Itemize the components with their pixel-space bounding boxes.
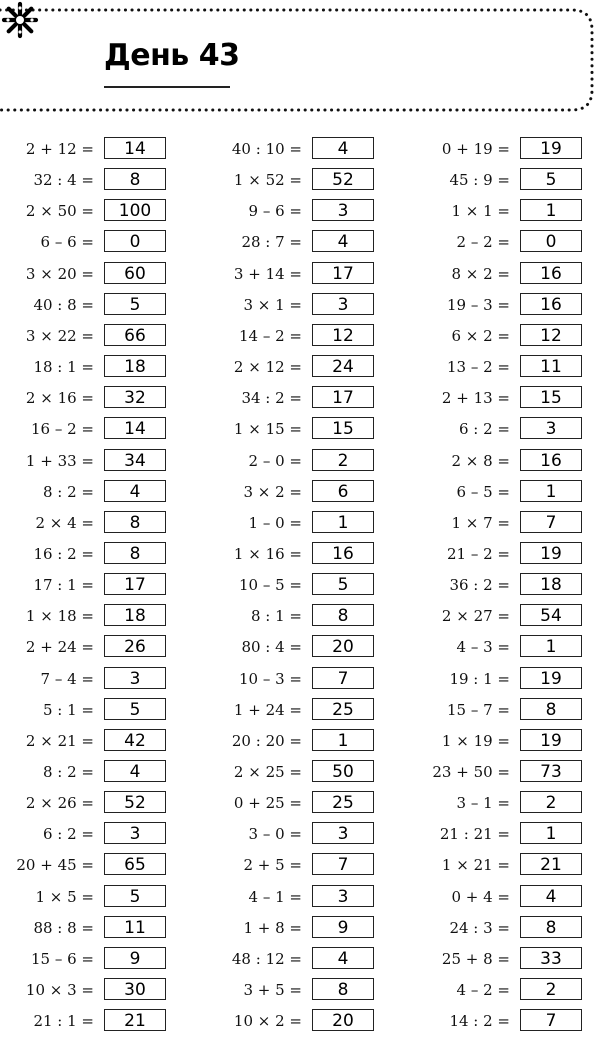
answer-box[interactable]: 3: [104, 667, 166, 689]
exercise-row: [0, 137, 600, 161]
answer-box[interactable]: 7: [520, 511, 582, 533]
exercise-expression: 2 × 21 =: [25, 732, 94, 750]
exercise-expression: 34 : 2 =: [241, 389, 302, 407]
answer-box[interactable]: 8: [104, 511, 166, 533]
exercise-expression: 6 × 2 =: [451, 327, 510, 345]
exercise-expression: 1 + 33 =: [25, 452, 94, 470]
exercise-row: [0, 355, 600, 379]
answer-box[interactable]: 3: [312, 293, 374, 315]
answer-box[interactable]: 8: [520, 916, 582, 938]
answer-box[interactable]: 4: [104, 480, 166, 502]
exercise-row: [0, 916, 600, 940]
exercise-expression: 3 × 20 =: [25, 265, 94, 283]
answer-box[interactable]: 8: [104, 542, 166, 564]
answer-box[interactable]: 15: [312, 417, 374, 439]
exercise-expression: 21 : 1 =: [33, 1012, 94, 1030]
exercise-row: [0, 386, 600, 410]
answer-box[interactable]: 5: [104, 293, 166, 315]
exercise-row: [0, 822, 600, 846]
exercise-expression: 2 × 16 =: [25, 389, 94, 407]
exercise-expression: 2 + 24 =: [25, 638, 94, 656]
answer-box[interactable]: 3: [312, 885, 374, 907]
exercise-expression: 36 : 2 =: [449, 576, 510, 594]
exercise-expression: 3 – 1 =: [456, 794, 510, 812]
exercise-expression: 5 : 1 =: [42, 701, 94, 719]
snowflake-asterisk-icon: [0, 0, 40, 40]
answer-box[interactable]: 14: [104, 417, 166, 439]
answer-box[interactable]: 12: [312, 324, 374, 346]
answer-box[interactable]: 5: [520, 168, 582, 190]
answer-box[interactable]: 25: [312, 791, 374, 813]
exercise-expression: 8 : 2 =: [42, 483, 94, 501]
exercise-expression: 40 : 8 =: [33, 296, 94, 314]
exercise-expression: 14 : 2 =: [449, 1012, 510, 1030]
exercise-expression: 1 × 19 =: [441, 732, 510, 750]
title-underline: [104, 86, 230, 88]
exercise-expression: 45 : 9 =: [449, 171, 510, 189]
answer-box[interactable]: 0: [104, 230, 166, 252]
answer-box[interactable]: 19: [520, 729, 582, 751]
exercise-expression: 1 × 5 =: [35, 888, 94, 906]
answer-box[interactable]: 17: [312, 262, 374, 284]
answer-box[interactable]: 6: [312, 480, 374, 502]
exercise-row: [0, 230, 600, 254]
answer-box[interactable]: 16: [312, 542, 374, 564]
exercise-expression: 48 : 12 =: [231, 950, 302, 968]
exercise-expression: 4 – 3 =: [456, 638, 510, 656]
answer-box[interactable]: 4: [312, 947, 374, 969]
answer-box[interactable]: 16: [520, 262, 582, 284]
answer-box[interactable]: 21: [520, 853, 582, 875]
exercise-expression: 2 + 13 =: [441, 389, 510, 407]
exercise-row: [0, 293, 600, 317]
exercise-row: [0, 168, 600, 192]
exercise-expression: 2 × 25 =: [233, 763, 302, 781]
exercise-expression: 10 × 3 =: [25, 981, 94, 999]
exercise-expression: 2 + 5 =: [243, 856, 302, 874]
exercise-row: [0, 635, 600, 659]
exercise-expression: 6 – 6 =: [40, 233, 94, 251]
exercise-expression: 1 × 7 =: [451, 514, 510, 532]
exercise-expression: 10 × 2 =: [233, 1012, 302, 1030]
exercise-row: [0, 947, 600, 971]
answer-box[interactable]: 33: [520, 947, 582, 969]
exercise-expression: 2 × 4 =: [35, 514, 94, 532]
exercise-expression: 3 × 22 =: [25, 327, 94, 345]
exercise-expression: 6 : 2 =: [458, 420, 510, 438]
answer-box[interactable]: 8: [104, 168, 166, 190]
exercise-expression: 16 : 2 =: [33, 545, 94, 563]
exercise-row: [0, 760, 600, 784]
answer-box[interactable]: 19: [520, 137, 582, 159]
answer-box[interactable]: 16: [520, 293, 582, 315]
answer-box[interactable]: 20: [312, 1009, 374, 1031]
exercise-row: [0, 698, 600, 722]
answer-box[interactable]: 52: [312, 168, 374, 190]
exercise-expression: 14 – 2 =: [238, 327, 302, 345]
answer-box[interactable]: 0: [520, 230, 582, 252]
exercise-expression: 0 + 19 =: [441, 140, 510, 158]
answer-box[interactable]: 54: [520, 604, 582, 626]
answer-box[interactable]: 18: [520, 573, 582, 595]
exercise-expression: 19 – 3 =: [446, 296, 510, 314]
answer-box[interactable]: 66: [104, 324, 166, 346]
exercise-expression: 6 : 2 =: [42, 825, 94, 843]
page-title: День 43: [104, 38, 240, 73]
answer-box[interactable]: 2: [520, 791, 582, 813]
answer-box[interactable]: 25: [312, 698, 374, 720]
answer-box[interactable]: 2: [312, 449, 374, 471]
answer-box[interactable]: 20: [312, 635, 374, 657]
exercise-expression: 8 × 2 =: [451, 265, 510, 283]
answer-box[interactable]: 18: [104, 604, 166, 626]
answer-box[interactable]: 11: [520, 355, 582, 377]
exercise-expression: 6 – 5 =: [456, 483, 510, 501]
answer-box[interactable]: 19: [520, 542, 582, 564]
exercise-expression: 3 × 1 =: [243, 296, 302, 314]
answer-box[interactable]: 1: [520, 635, 582, 657]
answer-box[interactable]: 8: [520, 698, 582, 720]
exercise-expression: 2 – 0 =: [248, 452, 302, 470]
answer-box[interactable]: 73: [520, 760, 582, 782]
exercise-row: [0, 324, 600, 348]
answer-box[interactable]: 4: [520, 885, 582, 907]
exercise-expression: 0 + 25 =: [233, 794, 302, 812]
answer-box[interactable]: 34: [104, 449, 166, 471]
exercise-row: [0, 791, 600, 815]
exercise-expression: 19 : 1 =: [449, 670, 510, 688]
answer-box[interactable]: 30: [104, 978, 166, 1000]
exercise-expression: 9 – 6 =: [248, 202, 302, 220]
exercise-expression: 1 × 18 =: [25, 607, 94, 625]
answer-box[interactable]: 8: [312, 978, 374, 1000]
answer-box[interactable]: 1: [520, 199, 582, 221]
answer-box[interactable]: 26: [104, 635, 166, 657]
exercise-expression: 20 + 45 =: [16, 856, 94, 874]
exercise-row: [0, 978, 600, 1002]
exercise-expression: 13 – 2 =: [446, 358, 510, 376]
exercise-expression: 2 × 50 =: [25, 202, 94, 220]
answer-box[interactable]: 17: [312, 386, 374, 408]
exercise-expression: 24 : 3 =: [449, 919, 510, 937]
page-header: [0, 0, 600, 122]
exercise-expression: 2 + 12 =: [25, 140, 94, 158]
answer-box[interactable]: 60: [104, 262, 166, 284]
answer-box[interactable]: 21: [104, 1009, 166, 1031]
exercise-expression: 23 + 50 =: [432, 763, 510, 781]
exercise-row: [0, 729, 600, 753]
exercise-expression: 4 – 2 =: [456, 981, 510, 999]
exercise-row: [0, 480, 600, 504]
answer-box[interactable]: 14: [104, 137, 166, 159]
answer-box[interactable]: 9: [104, 947, 166, 969]
exercise-expression: 32 : 4 =: [33, 171, 94, 189]
exercise-row: [0, 1009, 600, 1033]
exercise-expression: 15 – 7 =: [446, 701, 510, 719]
exercise-expression: 7 – 4 =: [40, 670, 94, 688]
exercise-expression: 2 × 26 =: [25, 794, 94, 812]
exercise-expression: 10 – 3 =: [238, 670, 302, 688]
answer-box[interactable]: 1: [520, 480, 582, 502]
exercise-expression: 3 + 14 =: [233, 265, 302, 283]
answer-box[interactable]: 5: [312, 573, 374, 595]
exercise-expression: 15 – 6 =: [30, 950, 94, 968]
exercise-expression: 21 – 2 =: [446, 545, 510, 563]
exercise-expression: 3 – 0 =: [248, 825, 302, 843]
exercise-row: [0, 667, 600, 691]
exercise-expression: 1 + 24 =: [233, 701, 302, 719]
exercise-expression: 2 × 8 =: [451, 452, 510, 470]
answer-box[interactable]: 4: [104, 760, 166, 782]
exercise-expression: 88 : 8 =: [33, 919, 94, 937]
exercise-row: [0, 542, 600, 566]
exercise-expression: 17 : 1 =: [33, 576, 94, 594]
exercise-expression: 8 : 1 =: [250, 607, 302, 625]
answer-box[interactable]: 3: [104, 822, 166, 844]
exercise-expression: 1 × 52 =: [233, 171, 302, 189]
exercise-expression: 2 × 12 =: [233, 358, 302, 376]
answer-box[interactable]: 42: [104, 729, 166, 751]
exercise-row: [0, 417, 600, 441]
answer-box[interactable]: 24: [312, 355, 374, 377]
answer-box[interactable]: 3: [312, 199, 374, 221]
answer-box[interactable]: 19: [520, 667, 582, 689]
exercise-expression: 18 : 1 =: [33, 358, 94, 376]
exercise-expression: 1 – 0 =: [248, 514, 302, 532]
answer-box[interactable]: 3: [312, 822, 374, 844]
answer-box[interactable]: 100: [104, 199, 166, 221]
answer-box[interactable]: 15: [520, 386, 582, 408]
exercise-expression: 40 : 10 =: [231, 140, 302, 158]
exercise-row: [0, 573, 600, 597]
answer-box[interactable]: 7: [520, 1009, 582, 1031]
answer-box[interactable]: 50: [312, 760, 374, 782]
answer-box[interactable]: 17: [104, 573, 166, 595]
answer-box[interactable]: 5: [104, 885, 166, 907]
answer-box[interactable]: 3: [520, 417, 582, 439]
exercise-expression: 80 : 4 =: [241, 638, 302, 656]
exercise-expression: 4 – 1 =: [248, 888, 302, 906]
exercise-row: [0, 604, 600, 628]
answer-box[interactable]: 5: [104, 698, 166, 720]
answer-box[interactable]: 11: [104, 916, 166, 938]
exercise-expression: 8 : 2 =: [42, 763, 94, 781]
answer-box[interactable]: 52: [104, 791, 166, 813]
answer-box[interactable]: 12: [520, 324, 582, 346]
answer-box[interactable]: 8: [312, 604, 374, 626]
answer-box[interactable]: 4: [312, 137, 374, 159]
exercise-expression: 28 : 7 =: [241, 233, 302, 251]
answer-box[interactable]: 1: [520, 822, 582, 844]
answer-box[interactable]: 1: [312, 511, 374, 533]
exercise-row: [0, 262, 600, 286]
exercise-expression: 1 × 15 =: [233, 420, 302, 438]
exercise-expression: 3 × 2 =: [243, 483, 302, 501]
exercise-row: [0, 449, 600, 473]
exercise-row: [0, 511, 600, 535]
exercise-expression: 20 : 20 =: [231, 732, 302, 750]
exercise-row: [0, 199, 600, 223]
exercise-expression: 0 + 4 =: [451, 888, 510, 906]
exercise-expression: 1 × 16 =: [233, 545, 302, 563]
answer-box[interactable]: 2: [520, 978, 582, 1000]
answer-box[interactable]: 4: [312, 230, 374, 252]
answer-box[interactable]: 1: [312, 729, 374, 751]
exercise-expression: 16 – 2 =: [30, 420, 94, 438]
answer-box[interactable]: 65: [104, 853, 166, 875]
exercise-expression: 2 – 2 =: [456, 233, 510, 251]
exercise-expression: 1 × 1 =: [451, 202, 510, 220]
answer-box[interactable]: 16: [520, 449, 582, 471]
answer-box[interactable]: 18: [104, 355, 166, 377]
exercise-expression: 25 + 8 =: [441, 950, 510, 968]
header-dotted-border: [0, 0, 600, 122]
answer-box[interactable]: 7: [312, 853, 374, 875]
answer-box[interactable]: 7: [312, 667, 374, 689]
exercise-expression: 21 : 21 =: [439, 825, 510, 843]
exercise-expression: 10 – 5 =: [238, 576, 302, 594]
answer-box[interactable]: 9: [312, 916, 374, 938]
exercise-expression: 2 × 27 =: [441, 607, 510, 625]
exercise-expression: 1 × 21 =: [441, 856, 510, 874]
exercise-row: [0, 885, 600, 909]
exercise-expression: 1 + 8 =: [243, 919, 302, 937]
exercise-row: [0, 853, 600, 877]
answer-box[interactable]: 32: [104, 386, 166, 408]
exercise-expression: 3 + 5 =: [243, 981, 302, 999]
